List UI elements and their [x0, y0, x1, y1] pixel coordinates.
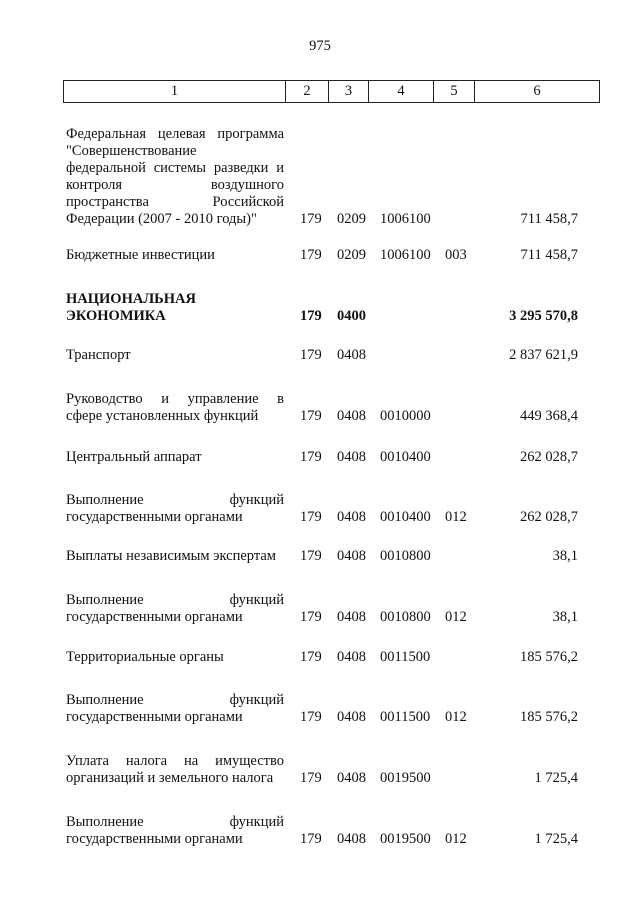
row-label-line: Уплата налога на имущество — [66, 753, 284, 769]
header-col-3: 3 — [329, 81, 369, 102]
cell-c5: 003 — [445, 247, 467, 263]
cell-c4: 1006100 — [380, 247, 431, 263]
cell-c5: 012 — [445, 509, 467, 525]
cell-c3: 0400 — [337, 308, 366, 324]
table-row — [0, 814, 640, 848]
cell-c2: 179 — [300, 509, 322, 525]
row-label-line: Бюджетные инвестиции — [66, 247, 215, 263]
cell-c2: 179 — [300, 709, 322, 725]
header-col-2: 2 — [286, 81, 329, 102]
header-col-6: 6 — [533, 83, 541, 99]
cell-c6: 38,1 — [552, 548, 578, 564]
table-row — [0, 126, 640, 228]
table-row — [0, 492, 640, 526]
cell-c2: 179 — [300, 649, 322, 665]
cell-c6: 262 028,7 — [520, 449, 578, 465]
table-row — [0, 592, 640, 626]
row-label-line: организаций и земельного налога — [66, 770, 274, 786]
cell-c3: 0408 — [337, 770, 366, 786]
row-label-line: Выполнение функций — [66, 814, 284, 830]
row-label-line: Выплаты независимым экспертам — [66, 548, 276, 564]
cell-c3: 0408 — [337, 649, 366, 665]
cell-c2: 179 — [300, 831, 322, 847]
cell-c4: 0010800 — [380, 609, 431, 625]
table-header — [63, 80, 600, 103]
cell-c6: 711 458,7 — [520, 211, 578, 227]
cell-c2: 179 — [300, 770, 322, 786]
row-label — [66, 592, 284, 626]
cell-c2: 179 — [300, 609, 322, 625]
table-row — [0, 753, 640, 787]
row-label — [66, 548, 284, 565]
table-row — [0, 347, 640, 364]
row-label-line: Выполнение функций — [66, 492, 284, 508]
row-label-line: сфере установленных функций — [66, 408, 259, 424]
row-label — [66, 449, 284, 466]
cell-c3: 0408 — [337, 831, 366, 847]
cell-c3: 0408 — [337, 548, 366, 564]
row-label-line: НАЦИОНАЛЬНАЯ — [66, 291, 196, 307]
cell-c4: 0010800 — [380, 548, 431, 564]
cell-c4: 0011500 — [380, 709, 431, 725]
row-label-line: ЭКОНОМИКА — [66, 308, 166, 324]
cell-c4: 0010000 — [380, 408, 431, 424]
row-label-line: государственными органами — [66, 609, 243, 625]
cell-c3: 0209 — [337, 211, 366, 227]
cell-c3: 0408 — [337, 347, 366, 363]
row-label — [66, 347, 284, 364]
table-row — [0, 247, 640, 264]
row-label-line: Центральный аппарат — [66, 449, 202, 465]
cell-c2: 179 — [300, 247, 322, 263]
table-row — [0, 291, 640, 325]
cell-c6: 1 725,4 — [534, 770, 578, 786]
cell-c4: 0010400 — [380, 509, 431, 525]
row-label-line: государственными органами — [66, 709, 243, 725]
row-label — [66, 291, 284, 325]
row-label-line: Территориальные органы — [66, 649, 224, 665]
cell-c6: 3 295 570,8 — [509, 308, 578, 324]
row-label-line: Выполнение функций — [66, 592, 284, 608]
cell-c3: 0408 — [337, 609, 366, 625]
table-row — [0, 548, 640, 565]
page-number: 975 — [309, 38, 331, 54]
cell-c3: 0408 — [337, 449, 366, 465]
row-label-line: Федерации (2007 - 2010 годы)" — [66, 211, 257, 227]
cell-c2: 179 — [300, 308, 322, 324]
cell-c5: 012 — [445, 609, 467, 625]
cell-c6: 2 837 621,9 — [509, 347, 578, 363]
row-label-line: Федеральная целевая программа — [66, 126, 284, 142]
cell-c6: 449 368,4 — [520, 408, 578, 424]
row-label — [66, 391, 284, 425]
table-row — [0, 649, 640, 666]
cell-c4: 0011500 — [380, 649, 431, 665]
cell-c3: 0209 — [337, 247, 366, 263]
row-label-line: пространства Российской — [66, 194, 284, 210]
cell-c4: 1006100 — [380, 211, 431, 227]
row-label — [66, 753, 284, 787]
row-label-line: Руководство и управление в — [66, 391, 284, 407]
row-label — [66, 649, 284, 666]
row-label-line: федеральной системы разведки и — [66, 160, 284, 176]
cell-c5: 012 — [445, 831, 467, 847]
cell-c2: 179 — [300, 211, 322, 227]
cell-c6: 1 725,4 — [534, 831, 578, 847]
row-label-line: государственными органами — [66, 831, 243, 847]
header-col-4: 4 — [369, 81, 434, 102]
table-row — [0, 692, 640, 726]
header-col-5: 5 — [434, 81, 475, 102]
cell-c5: 012 — [445, 709, 467, 725]
table-row — [0, 391, 640, 425]
cell-c4: 0019500 — [380, 831, 431, 847]
cell-c6: 185 576,2 — [520, 649, 578, 665]
row-label-line: Транспорт — [66, 347, 131, 363]
cell-c3: 0408 — [337, 408, 366, 424]
table-row — [0, 449, 640, 466]
cell-c2: 179 — [300, 548, 322, 564]
row-label-line: "Совершенствование — [66, 143, 197, 159]
cell-c6: 711 458,7 — [520, 247, 578, 263]
cell-c3: 0408 — [337, 509, 366, 525]
row-label — [66, 126, 284, 228]
cell-c3: 0408 — [337, 709, 366, 725]
cell-c2: 179 — [300, 408, 322, 424]
cell-c4: 0019500 — [380, 770, 431, 786]
row-label-line: государственными органами — [66, 509, 243, 525]
row-label-line: контроля воздушного — [66, 177, 284, 193]
cell-c6: 185 576,2 — [520, 709, 578, 725]
row-label-line: Выполнение функций — [66, 692, 284, 708]
header-col-1: 1 — [64, 81, 286, 102]
cell-c4: 0010400 — [380, 449, 431, 465]
row-label — [66, 492, 284, 526]
cell-c2: 179 — [300, 449, 322, 465]
cell-c2: 179 — [300, 347, 322, 363]
cell-c6: 38,1 — [552, 609, 578, 625]
row-label — [66, 247, 284, 264]
cell-c6: 262 028,7 — [520, 509, 578, 525]
row-label — [66, 692, 284, 726]
row-label — [66, 814, 284, 848]
